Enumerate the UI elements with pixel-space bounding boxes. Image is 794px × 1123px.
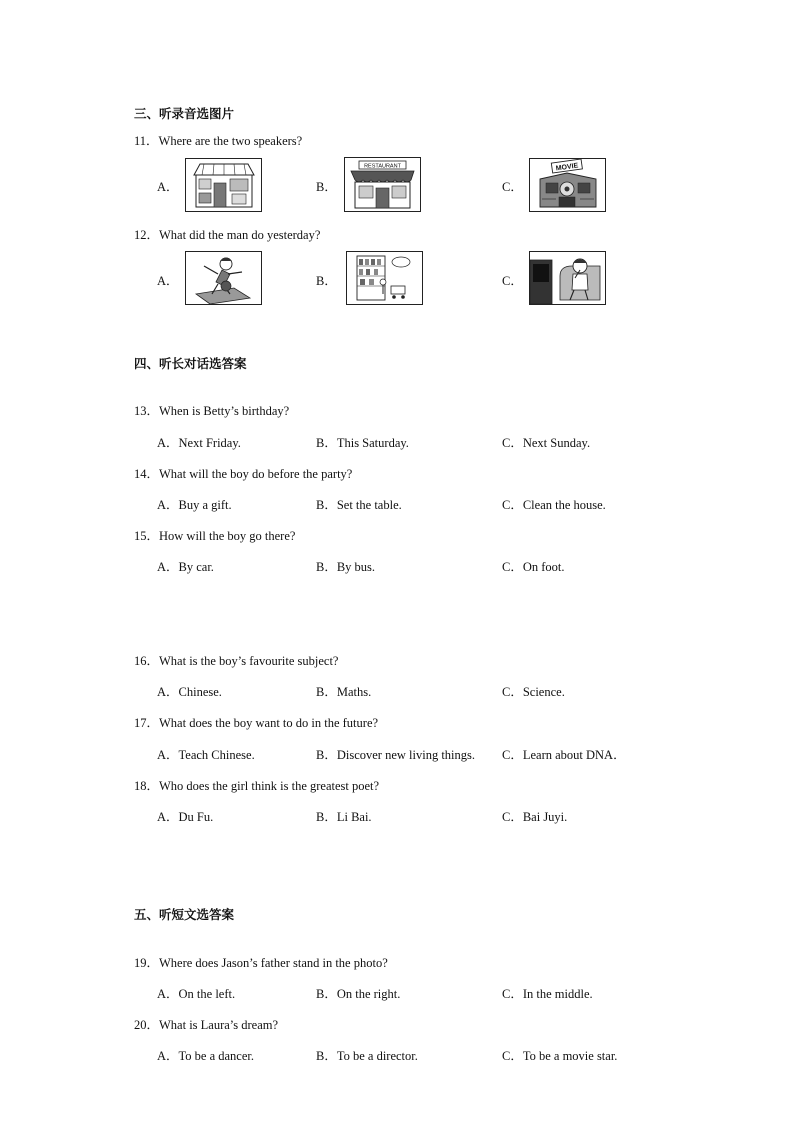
question-11: 11．Where are the two speakers?: [134, 134, 303, 148]
q13-option-c[interactable]: C．Next Sunday.: [502, 436, 591, 450]
q14-option-b[interactable]: B．Set the table.: [316, 498, 402, 512]
q12-option-a-label[interactable]: A．: [157, 274, 179, 288]
section-title-long-dialogues: 四、听长对话选答案: [134, 356, 247, 371]
q11-movie-theater-picture[interactable]: [529, 158, 606, 212]
q19-option-c[interactable]: C．In the middle.: [502, 987, 593, 1001]
q17-option-b[interactable]: B．Discover new living things.: [316, 748, 476, 762]
q19-option-a[interactable]: A．On the left.: [157, 987, 236, 1001]
q18-option-b[interactable]: B．Li Bai.: [316, 810, 372, 824]
movie-sign-text: MOVIE: [555, 162, 579, 173]
q17-option-a[interactable]: A．Teach Chinese.: [157, 748, 255, 762]
q15-option-a[interactable]: A．By car.: [157, 560, 214, 574]
q16-option-c[interactable]: C．Science.: [502, 685, 565, 699]
q20-option-c[interactable]: C．To be a movie star.: [502, 1049, 618, 1063]
question-19: 19．Where does Jason’s father stand in the photo?: [134, 956, 388, 970]
q11-restaurant-picture[interactable]: [344, 157, 421, 212]
q16-option-b[interactable]: B．Maths.: [316, 685, 372, 699]
q15-option-c[interactable]: C．On foot.: [502, 560, 565, 574]
question-20: 20．What is Laura’s dream?: [134, 1018, 279, 1032]
q17-option-c[interactable]: C．Learn about DNA．: [502, 748, 626, 762]
q14-option-a[interactable]: A．Buy a gift.: [157, 498, 232, 512]
q20-option-a[interactable]: A．To be a dancer.: [157, 1049, 255, 1063]
q11-option-c-label[interactable]: C．: [502, 180, 523, 194]
question-13: 13．When is Betty’s birthday?: [134, 404, 290, 418]
q12-boy-skateboarding-picture[interactable]: [185, 251, 262, 305]
q13-option-a[interactable]: A．Next Friday.: [157, 436, 241, 450]
q11-store-picture[interactable]: [185, 158, 262, 212]
q12-option-c-label[interactable]: C．: [502, 274, 523, 288]
q11-option-a-label[interactable]: A．: [157, 180, 179, 194]
question-17: 17．What does the boy want to do in the future?: [134, 716, 379, 730]
q19-option-b[interactable]: B．On the right.: [316, 987, 401, 1001]
q14-option-c[interactable]: C．Clean the house.: [502, 498, 606, 512]
section-title-short-passages: 五、听短文选答案: [134, 907, 235, 922]
q16-option-a[interactable]: A．Chinese.: [157, 685, 222, 699]
question-16: 16．What is the boy’s favourite subject?: [134, 654, 339, 668]
q13-option-b[interactable]: B．This Saturday.: [316, 436, 409, 450]
section-title-listen-pictures: 三、听录音选图片: [134, 106, 235, 121]
question-18: 18．Who does the girl think is the greatest poet?: [134, 779, 380, 793]
q15-option-b[interactable]: B．By bus.: [316, 560, 376, 574]
q18-option-a[interactable]: A．Du Fu.: [157, 810, 214, 824]
q12-supermarket-shopping-picture[interactable]: [346, 251, 423, 305]
q18-option-c[interactable]: C．Bai Juyi.: [502, 810, 568, 824]
q20-option-b[interactable]: B．To be a director.: [316, 1049, 418, 1063]
q12-boy-on-sofa-picture[interactable]: [529, 251, 606, 305]
q12-option-b-label[interactable]: B．: [316, 274, 337, 288]
question-12: 12．What did the man do yesterday?: [134, 228, 321, 242]
restaurant-sign-text: RESTAURANT: [364, 163, 401, 170]
question-14: 14．What will the boy do before the party?: [134, 467, 353, 481]
question-15: 15．How will the boy go there?: [134, 529, 296, 543]
q11-option-b-label[interactable]: B．: [316, 180, 337, 194]
